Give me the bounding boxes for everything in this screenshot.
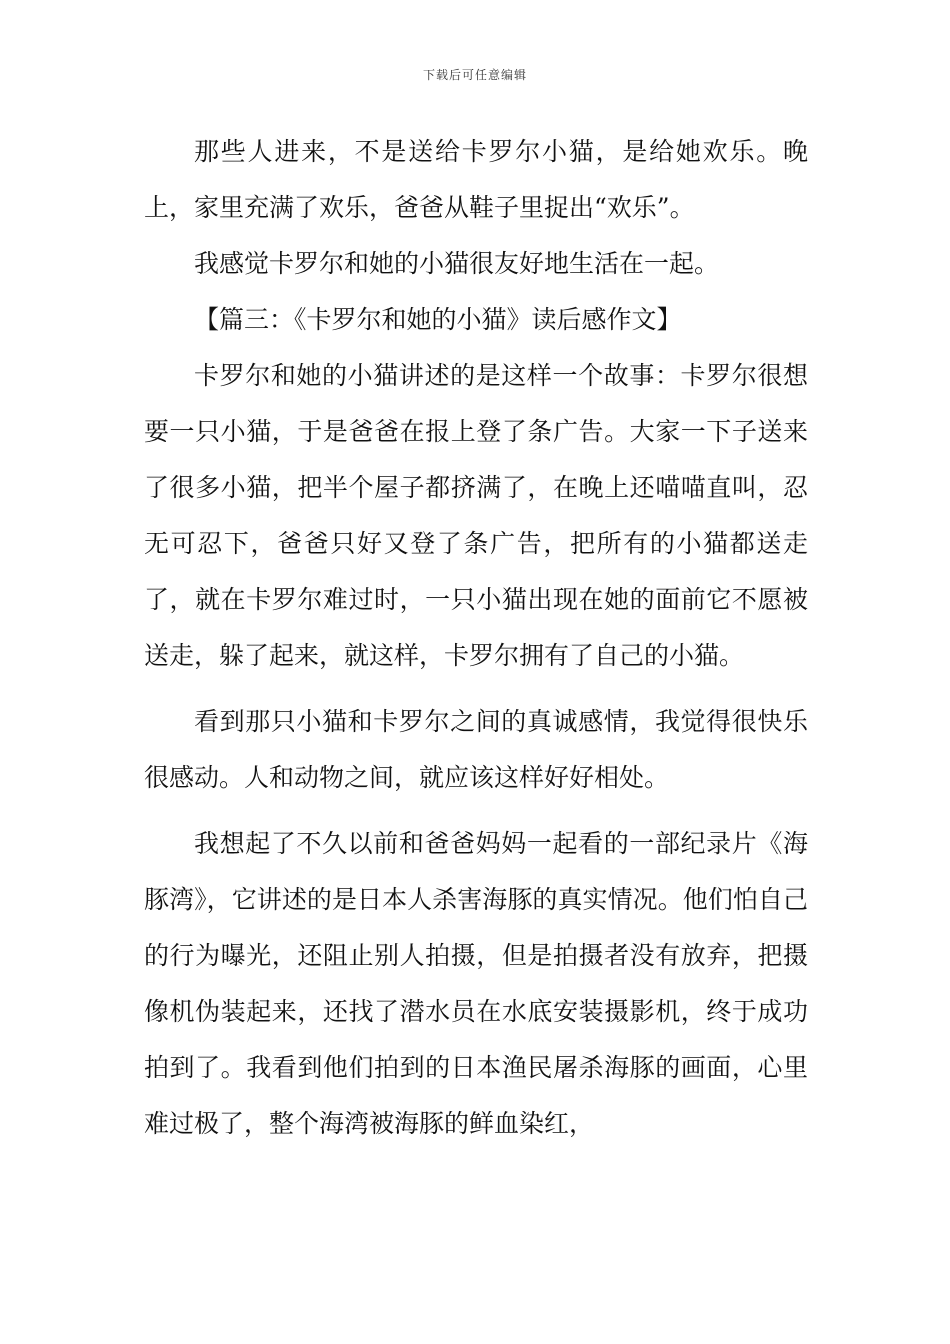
paragraph-1: 那些人进来，不是送给卡罗尔小猫，是给她欢乐。晚上，家里充满了欢乐，爸爸从鞋子里捉出“欢乐”。 bbox=[144, 137, 808, 222]
paragraph-2: 我感觉卡罗尔和她的小猫很友好地生活在一起。 bbox=[194, 249, 720, 278]
paragraph-5: 我想起了不久以前和爸爸妈妈一起看的一部纪录片《海豚湾》，它讲述的是日本人杀害海豚的真实情况。他们怕自己的行为曝光，还阻止别人拍摄，但是拍摄者没有放弃，把摄像机伪装起来，还找了潜水员在水底安装摄影机，终于成功拍到了。我看到他们拍到的日本渔民屠杀海豚的画面，心里难过极了，整个海湾被海豚的鲜血染红， bbox=[144, 829, 808, 1138]
paragraph-4: 看到那只小猫和卡罗尔之间的真诚感情，我觉得很快乐很感动。人和动物之间，就应该这样好好相处。 bbox=[144, 707, 808, 792]
paragraph-3: 卡罗尔和她的小猫讲述的是这样一个故事：卡罗尔很想要一只小猫，于是爸爸在报上登了条广告。大家一下子送来了很多小猫，把半个屋子都挤满了，在晚上还喵喵直叫，忍无可忍下，爸爸只好又登了条广告，把所有的小猫都送走了，就在卡罗尔难过时，一只小猫出现在她的面前它不愿被送走，躲了起来，就这样，卡罗尔拥有了自己的小猫。 bbox=[144, 361, 808, 670]
section-heading: 【篇三：《卡罗尔和她的小猫》读后感作文】 bbox=[194, 305, 682, 334]
document-body bbox=[144, 124, 808, 1152]
page-header-note: 下载后可任意编辑 bbox=[422, 68, 527, 82]
